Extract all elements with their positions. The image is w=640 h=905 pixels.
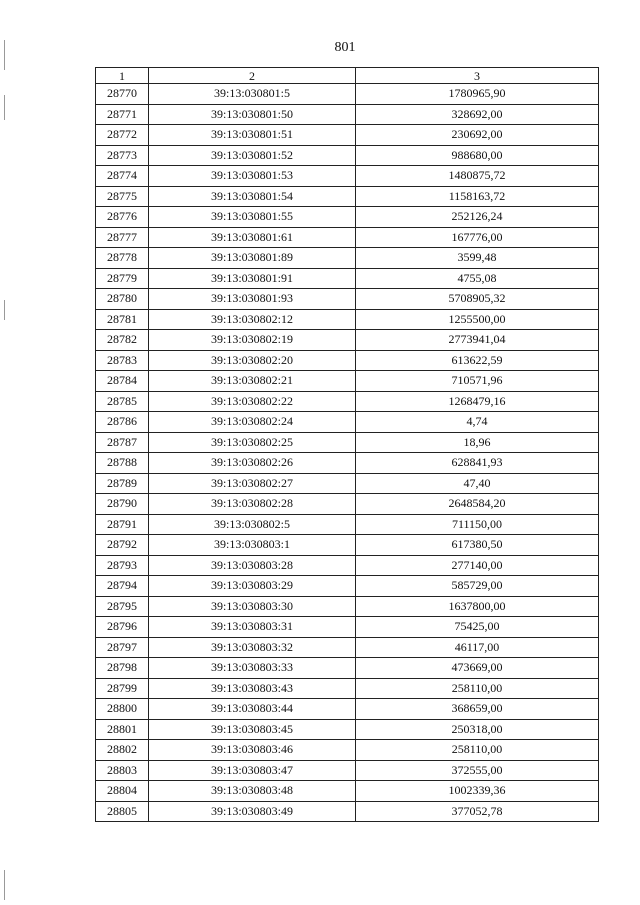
value-cell: 1158163,72 — [356, 186, 599, 207]
value-cell: 368659,00 — [356, 699, 599, 720]
table-row — [96, 309, 599, 330]
table-row — [96, 350, 599, 371]
table-row — [96, 719, 599, 740]
row-number-cell: 28772 — [96, 125, 149, 146]
table-row — [96, 514, 599, 535]
cadastral-number-cell: 39:13:030801:5 — [149, 84, 356, 105]
cadastral-number-cell: 39:13:030802:25 — [149, 432, 356, 453]
table-row — [96, 801, 599, 822]
value-cell: 988680,00 — [356, 145, 599, 166]
cadastral-number-cell: 39:13:030802:19 — [149, 330, 356, 351]
row-number-cell: 28784 — [96, 371, 149, 392]
table-body — [96, 84, 599, 822]
table-row — [96, 740, 599, 761]
cadastral-number-cell: 39:13:030802:22 — [149, 391, 356, 412]
table-row — [96, 268, 599, 289]
cadastral-number-cell: 39:13:030802:26 — [149, 453, 356, 474]
row-number-cell: 28782 — [96, 330, 149, 351]
row-number-cell: 28770 — [96, 84, 149, 105]
cadastral-number-cell: 39:13:030803:30 — [149, 596, 356, 617]
value-cell: 258110,00 — [356, 740, 599, 761]
value-cell: 4,74 — [356, 412, 599, 433]
column-header-3: 3 — [356, 68, 599, 84]
table-row — [96, 125, 599, 146]
cadastral-number-cell: 39:13:030803:32 — [149, 637, 356, 658]
row-number-cell: 28779 — [96, 268, 149, 289]
value-cell: 230692,00 — [356, 125, 599, 146]
row-number-cell: 28773 — [96, 145, 149, 166]
row-number-cell: 28794 — [96, 576, 149, 597]
value-cell: 250318,00 — [356, 719, 599, 740]
row-number-cell: 28801 — [96, 719, 149, 740]
table-row — [96, 166, 599, 187]
value-cell: 585729,00 — [356, 576, 599, 597]
cadastral-number-cell: 39:13:030802:12 — [149, 309, 356, 330]
table-row — [96, 145, 599, 166]
cadastral-number-cell: 39:13:030801:55 — [149, 207, 356, 228]
row-number-cell: 28799 — [96, 678, 149, 699]
value-cell: 5708905,32 — [356, 289, 599, 310]
row-number-cell: 28802 — [96, 740, 149, 761]
cadastral-number-cell: 39:13:030803:45 — [149, 719, 356, 740]
column-header-1: 1 — [96, 68, 149, 84]
value-cell: 1002339,36 — [356, 781, 599, 802]
value-cell: 4755,08 — [356, 268, 599, 289]
value-cell: 1268479,16 — [356, 391, 599, 412]
cadastral-number-cell: 39:13:030801:89 — [149, 248, 356, 269]
row-number-cell: 28792 — [96, 535, 149, 556]
table-row — [96, 576, 599, 597]
row-number-cell: 28777 — [96, 227, 149, 248]
value-cell: 1637800,00 — [356, 596, 599, 617]
table-row — [96, 84, 599, 105]
cadastral-number-cell: 39:13:030803:31 — [149, 617, 356, 638]
table-row — [96, 227, 599, 248]
cadastral-number-cell: 39:13:030802:5 — [149, 514, 356, 535]
row-number-cell: 28776 — [96, 207, 149, 228]
cadastral-number-cell: 39:13:030803:28 — [149, 555, 356, 576]
cadastral-number-cell: 39:13:030803:49 — [149, 801, 356, 822]
table-row — [96, 432, 599, 453]
row-number-cell: 28800 — [96, 699, 149, 720]
cadastral-number-cell: 39:13:030803:33 — [149, 658, 356, 679]
table-row — [96, 186, 599, 207]
row-number-cell: 28780 — [96, 289, 149, 310]
table-row — [96, 699, 599, 720]
row-number-cell: 28771 — [96, 104, 149, 125]
table-row — [96, 289, 599, 310]
value-cell: 75425,00 — [356, 617, 599, 638]
value-cell: 473669,00 — [356, 658, 599, 679]
table-row — [96, 555, 599, 576]
value-cell: 377052,78 — [356, 801, 599, 822]
cadastral-number-cell: 39:13:030801:54 — [149, 186, 356, 207]
row-number-cell: 28783 — [96, 350, 149, 371]
cadastral-number-cell: 39:13:030802:20 — [149, 350, 356, 371]
cadastral-number-cell: 39:13:030801:91 — [149, 268, 356, 289]
table-row — [96, 371, 599, 392]
table-row — [96, 658, 599, 679]
row-number-cell: 28805 — [96, 801, 149, 822]
cadastral-number-cell: 39:13:030801:93 — [149, 289, 356, 310]
value-cell: 628841,93 — [356, 453, 599, 474]
value-cell: 252126,24 — [356, 207, 599, 228]
value-cell: 328692,00 — [356, 104, 599, 125]
table-row — [96, 412, 599, 433]
scan-margin-mark — [4, 870, 5, 900]
column-header-2: 2 — [149, 68, 356, 84]
value-cell: 1255500,00 — [356, 309, 599, 330]
row-number-cell: 28791 — [96, 514, 149, 535]
row-number-cell: 28804 — [96, 781, 149, 802]
row-number-cell: 28796 — [96, 617, 149, 638]
value-cell: 711150,00 — [356, 514, 599, 535]
table-row — [96, 391, 599, 412]
cadastral-number-cell: 39:13:030801:53 — [149, 166, 356, 187]
row-number-cell: 28785 — [96, 391, 149, 412]
value-cell: 710571,96 — [356, 371, 599, 392]
cadastral-number-cell: 39:13:030802:24 — [149, 412, 356, 433]
row-number-cell: 28781 — [96, 309, 149, 330]
value-cell: 2648584,20 — [356, 494, 599, 515]
scan-margin-mark — [4, 300, 5, 320]
table-row — [96, 760, 599, 781]
cadastral-number-cell: 39:13:030803:48 — [149, 781, 356, 802]
row-number-cell: 28790 — [96, 494, 149, 515]
cadastral-number-cell: 39:13:030802:21 — [149, 371, 356, 392]
row-number-cell: 28798 — [96, 658, 149, 679]
value-cell: 18,96 — [356, 432, 599, 453]
cadastral-number-cell: 39:13:030801:51 — [149, 125, 356, 146]
cadastral-number-cell: 39:13:030801:50 — [149, 104, 356, 125]
value-cell: 1480875,72 — [356, 166, 599, 187]
table-row — [96, 617, 599, 638]
cadastral-number-cell: 39:13:030803:44 — [149, 699, 356, 720]
cadastral-number-cell: 39:13:030803:46 — [149, 740, 356, 761]
table-row — [96, 535, 599, 556]
cadastral-number-cell: 39:13:030801:61 — [149, 227, 356, 248]
table-row — [96, 678, 599, 699]
header-row — [96, 68, 599, 84]
value-cell: 46117,00 — [356, 637, 599, 658]
table-row — [96, 596, 599, 617]
cadastral-number-cell: 39:13:030803:1 — [149, 535, 356, 556]
value-cell: 2773941,04 — [356, 330, 599, 351]
value-cell: 167776,00 — [356, 227, 599, 248]
value-cell: 258110,00 — [356, 678, 599, 699]
cadastral-number-cell: 39:13:030803:43 — [149, 678, 356, 699]
table-row — [96, 104, 599, 125]
row-number-cell: 28788 — [96, 453, 149, 474]
table-row — [96, 473, 599, 494]
value-cell: 372555,00 — [356, 760, 599, 781]
table-row — [96, 207, 599, 228]
value-cell: 613622,59 — [356, 350, 599, 371]
cadastral-number-cell: 39:13:030802:27 — [149, 473, 356, 494]
table-row — [96, 248, 599, 269]
cadastral-number-cell: 39:13:030803:29 — [149, 576, 356, 597]
row-number-cell: 28786 — [96, 412, 149, 433]
value-cell: 617380,50 — [356, 535, 599, 556]
row-number-cell: 28803 — [96, 760, 149, 781]
row-number-cell: 28797 — [96, 637, 149, 658]
cadastral-number-cell: 39:13:030803:47 — [149, 760, 356, 781]
value-cell: 1780965,90 — [356, 84, 599, 105]
value-cell: 3599,48 — [356, 248, 599, 269]
row-number-cell: 28775 — [96, 186, 149, 207]
table-header — [96, 68, 599, 84]
registry-table — [95, 67, 599, 822]
row-number-cell: 28795 — [96, 596, 149, 617]
cadastral-number-cell: 39:13:030802:28 — [149, 494, 356, 515]
table-row — [96, 637, 599, 658]
row-number-cell: 28774 — [96, 166, 149, 187]
scan-margin-mark — [4, 95, 5, 120]
row-number-cell: 28787 — [96, 432, 149, 453]
cadastral-number-cell: 39:13:030801:52 — [149, 145, 356, 166]
value-cell: 47,40 — [356, 473, 599, 494]
value-cell: 277140,00 — [356, 555, 599, 576]
table-row — [96, 494, 599, 515]
table-row — [96, 781, 599, 802]
row-number-cell: 28778 — [96, 248, 149, 269]
row-number-cell: 28793 — [96, 555, 149, 576]
table-row — [96, 330, 599, 351]
table-row — [96, 453, 599, 474]
page-number: 801 — [334, 40, 356, 55]
row-number-cell: 28789 — [96, 473, 149, 494]
